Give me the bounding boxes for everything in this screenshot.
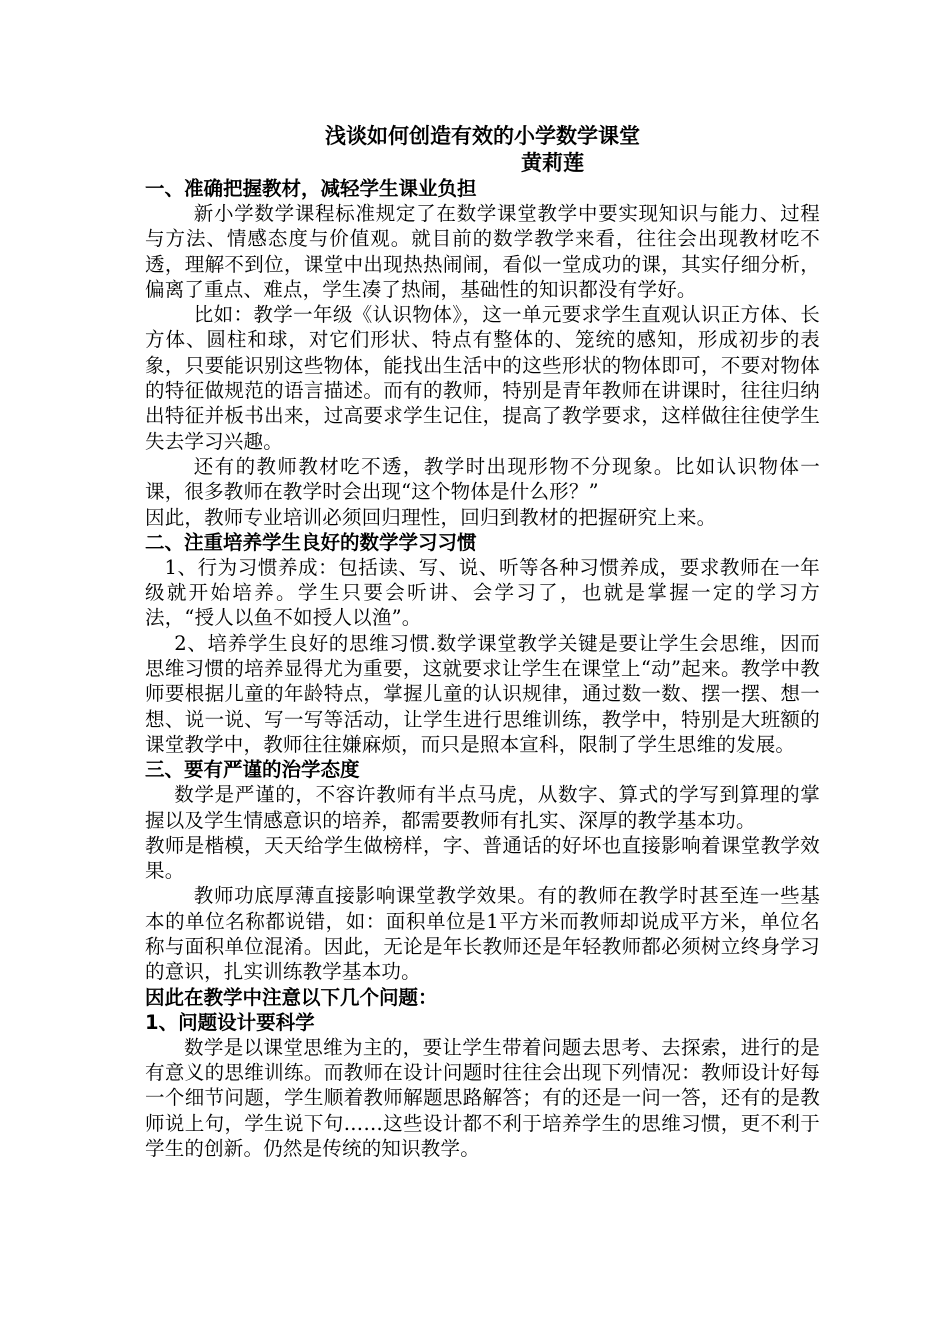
paragraph: 比如：教学一年级《认识物体》，这一单元要求学生直观认识正方体、长方体、圆柱和球，对它们形状、特点有整体的、笼统的感知，形成初步的表象，只要能识别这些物体，能找出生活中的这些形状的物体即可，不要对物体的特征做规范的语言描述。而有的教师，特别是青年教师在讲课时，往往归纳出特征并板书出来，过高要求学生记住，提高了教学要求，这样做往往使学生失去学习兴趣。: [145, 303, 820, 453]
paragraph: 新小学数学课程标准规定了在数学课堂教学中要实现知识与能力、过程与方法、情感态度与价值观。就目前的数学教学来看，往往会出现教材吃不透，理解不到位，课堂中出现热热闹闹，看似一堂成功的课，其实仔细分析，偏离了重点、难点，学生凑了热闹，基础性的知识都没有学好。: [145, 202, 820, 301]
document-title: 浅谈如何创造有效的小学数学课堂: [325, 124, 640, 148]
paragraph: 教师是楷模，天天给学生做榜样，字、普通话的好坏也直接影响着课堂教学效果。: [145, 833, 820, 883]
paragraph: 教师功底厚薄直接影响课堂教学效果。有的教师在教学时甚至连一些基本的单位名称都说错，如：面积单位是1平方米而教师却说成平方米，单位名称与面积单位混淆。因此，无论是年长教师还是年轻教师都必须树立终身学习的意识，扎实训练教学基本功。: [145, 884, 820, 984]
document-author: 黄莉莲: [521, 151, 584, 175]
document-page: [145, 122, 820, 1161]
paragraph: 数学是以课堂思维为主的，要让学生带着问题去思考、去探索，进行的是有意义的思维训练。而教师在设计问题时往往会出现下列情况：教师设计好每一个细节问题，学生顺着教师解题思路解答；有的还是一问一答，还有的是教师说上句，学生说下句……这些设计都不利于培养学生的思维习惯，更不利于学生的创新。仍然是传统的知识教学。: [145, 1035, 820, 1160]
paragraph: 1、行为习惯养成：包括读、写、说、听等各种习惯养成，要求教师在一年级就开始培养。学生只要会听讲、会学习了，也就是掌握一定的学习方法，“授人以鱼不如授人以渔”。: [145, 555, 820, 630]
section-4-heading: 因此在教学中注意以下几个问题：: [145, 985, 438, 1009]
section-1-heading: 一、准确把握教材，减轻学生课业负担: [145, 177, 477, 200]
paragraph: 因此，教师专业培训必须回归理性，回归到教材的把握研究上来。: [145, 505, 717, 529]
section-3-heading: 三、要有严谨的治学态度: [145, 758, 360, 782]
subsection-heading: 1、问题设计要科学: [145, 1010, 315, 1034]
paragraph: 数学是严谨的，不容许教师有半点马虎，从数字、算式的学写到算理的掌握以及学生情感意识的培养，都需要教师有扎实、深厚的教学基本功。: [145, 783, 820, 832]
paragraph: 2、培养学生良好的思维习惯.数学课堂教学关键是要让学生会思维，因而思维习惯的培养显得尤为重要，这就要求让学生在课堂上“动”起来。教学中教师要根据儿童的年龄特点，掌握儿童的认识规律，通过数一数、摆一摆、想一想、说一说、写一写等活动，让学生进行思维训练，教学中，特别是大班额的课堂教学中，教师往往嫌麻烦，而只是照本宣科，限制了学生思维的发展。: [145, 631, 820, 756]
section-2-heading: 二、注重培养学生良好的数学学习习惯: [145, 530, 477, 554]
paragraph: 还有的教师教材吃不透，教学时出现形物不分现象。比如认识物体一课，很多教师在教学时会出现“这个物体是什么形？”: [145, 454, 820, 504]
